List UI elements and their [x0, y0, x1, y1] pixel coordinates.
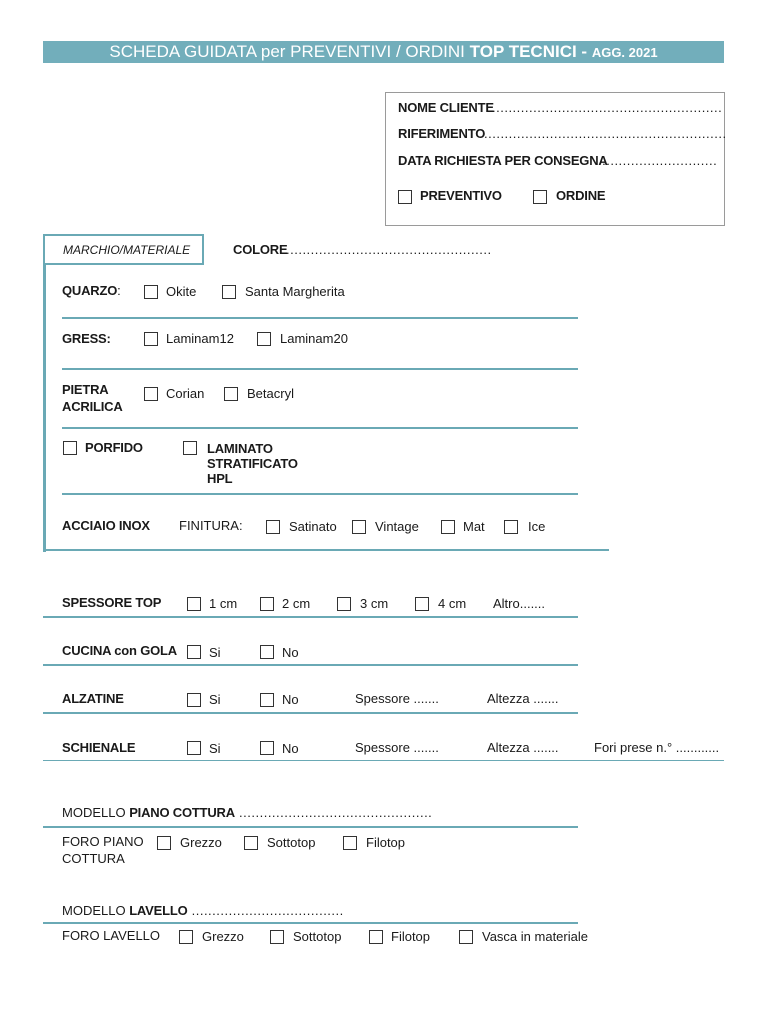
lavello-vasca-checkbox[interactable]: [459, 930, 473, 944]
foro-piano-label-line2: COTTURA: [62, 851, 125, 866]
foro-lavello-label: FORO LAVELLO: [62, 928, 161, 943]
piano-cottura-field[interactable]: ...............................................: [234, 805, 433, 820]
cucina-si-label: Si: [209, 645, 221, 660]
pietra-label-line2: ACRILICA: [62, 399, 123, 414]
vintage-label: Vintage: [375, 519, 419, 534]
piano-cottura-label: PIANO COTTURA: [129, 805, 235, 820]
lavello-label: LAVELLO: [129, 903, 188, 918]
schienale-no-label: No: [282, 741, 299, 756]
quarzo-label: QUARZO: [62, 283, 118, 298]
nome-cliente-field[interactable]: ........................................................: [492, 100, 723, 115]
acciaio-inox-label: ACCIAIO INOX: [62, 518, 150, 533]
spessore-1cm-label: 1 cm: [209, 596, 238, 611]
colore-label: COLORE: [233, 242, 288, 257]
data-richiesta-label: DATA RICHIESTA PER CONSEGNA: [398, 153, 608, 168]
cucina-gola-label: CUCINA con GOLA: [62, 643, 177, 658]
santa-margherita-checkbox[interactable]: [222, 285, 236, 299]
cucina-si-checkbox[interactable]: [187, 645, 201, 659]
schienale-si-checkbox[interactable]: [187, 741, 201, 755]
piano-sottotop-label: Sottotop: [267, 835, 316, 850]
ordine-label: ORDINE: [556, 188, 606, 203]
betacryl-checkbox[interactable]: [224, 387, 238, 401]
header-title-bold: TOP TECNICI -: [469, 42, 592, 61]
lavello-line: [62, 903, 344, 918]
schienale-altezza-field[interactable]: Altezza .......: [487, 740, 559, 755]
divider-cucina: [43, 664, 578, 666]
alzatine-si-checkbox[interactable]: [187, 693, 201, 707]
lavello-modello: MODELLO: [62, 903, 130, 918]
divider-porfido: [62, 493, 578, 495]
laminato-label-line3: HPL: [207, 471, 233, 486]
header-title-bar: [43, 41, 724, 63]
piano-cottura-modello: MODELLO: [62, 805, 130, 820]
laminam12-label: Laminam12: [166, 331, 234, 346]
santa-margherita-label: Santa Margherita: [245, 284, 345, 299]
alzatine-spessore-field[interactable]: Spessore .......: [355, 691, 439, 706]
piano-filotop-label: Filotop: [366, 835, 406, 850]
foro-piano-label-line1: FORO PIANO: [62, 834, 144, 849]
alzatine-no-label: No: [282, 692, 299, 707]
schienale-si-label: Si: [209, 741, 221, 756]
header-title-light: SCHEDA GUIDATA per PREVENTIVI / ORDINI: [109, 42, 470, 61]
corian-label: Corian: [166, 386, 205, 401]
piano-grezzo-checkbox[interactable]: [157, 836, 171, 850]
satinato-label: Satinato: [289, 519, 337, 534]
laminato-label-line2: STRATIFICATO: [207, 456, 298, 471]
spessore-3cm-label: 3 cm: [360, 596, 389, 611]
spessore-1cm-checkbox[interactable]: [187, 597, 201, 611]
satinato-checkbox[interactable]: [266, 520, 280, 534]
laminam12-checkbox[interactable]: [144, 332, 158, 346]
vintage-checkbox[interactable]: [352, 520, 366, 534]
lavello-grezzo-checkbox[interactable]: [179, 930, 193, 944]
schienale-fori-field[interactable]: Fori prese n.° ............: [594, 740, 720, 755]
ordine-checkbox[interactable]: [533, 190, 547, 204]
divider-piano-cottura: [43, 826, 578, 828]
schienale-label: SCHIENALE: [62, 740, 136, 755]
piano-sottotop-checkbox[interactable]: [244, 836, 258, 850]
mat-label: Mat: [463, 519, 485, 534]
divider-alzatine: [43, 712, 578, 714]
divider-lavello: [43, 922, 578, 924]
finitura-label: FINITURA:: [179, 518, 243, 533]
material-box-border: [43, 234, 46, 552]
lavello-filotop-label: Filotop: [391, 929, 431, 944]
lavello-grezzo-label: Grezzo: [202, 929, 244, 944]
spessore-2cm-label: 2 cm: [282, 596, 311, 611]
riferimento-field[interactable]: ...........................................................: [484, 126, 727, 141]
piano-cottura-line: [62, 805, 432, 820]
data-richiesta-field[interactable]: .............................: [598, 153, 718, 168]
pietra-label-line1: PIETRA: [62, 382, 109, 397]
divider-gress: [62, 368, 578, 370]
nome-cliente-label: NOME CLIENTE: [398, 100, 494, 115]
betacryl-label: Betacryl: [247, 386, 294, 401]
piano-grezzo-label: Grezzo: [180, 835, 222, 850]
laminato-checkbox[interactable]: [183, 441, 197, 455]
quarzo-colon: :: [117, 283, 121, 298]
cucina-no-label: No: [282, 645, 299, 660]
mat-checkbox[interactable]: [441, 520, 455, 534]
material-tab: [43, 234, 204, 265]
laminam20-checkbox[interactable]: [257, 332, 271, 346]
divider-schienale: [43, 760, 724, 761]
porfido-label: PORFIDO: [85, 440, 143, 455]
lavello-field[interactable]: .....................................: [187, 903, 344, 918]
material-box-bottom-border: [43, 549, 609, 551]
colore-field[interactable]: ..................................................: [286, 242, 492, 257]
alzatine-label: ALZATINE: [62, 691, 124, 706]
piano-filotop-checkbox[interactable]: [343, 836, 357, 850]
lavello-filotop-checkbox[interactable]: [369, 930, 383, 944]
laminato-label-line1: LAMINATO: [207, 441, 273, 456]
ice-label: Ice: [528, 519, 546, 534]
spessore-4cm-label: 4 cm: [438, 596, 467, 611]
schienale-no-checkbox[interactable]: [260, 741, 274, 755]
alzatine-no-checkbox[interactable]: [260, 693, 274, 707]
alzatine-altezza-field[interactable]: Altezza .......: [487, 691, 559, 706]
spessore-2cm-checkbox[interactable]: [260, 597, 274, 611]
gress-label: GRESS:: [62, 331, 111, 346]
alzatine-si-label: Si: [209, 692, 221, 707]
okite-label: Okite: [166, 284, 197, 299]
lavello-vasca-label: Vasca in materiale: [482, 929, 588, 944]
material-tab-label: MARCHIO/MATERIALE: [63, 243, 191, 257]
preventivo-label: PREVENTIVO: [420, 188, 502, 203]
lavello-sottotop-checkbox[interactable]: [270, 930, 284, 944]
spessore-3cm-checkbox[interactable]: [337, 597, 351, 611]
lavello-sottotop-label: Sottotop: [293, 929, 342, 944]
spessore-4cm-checkbox[interactable]: [415, 597, 429, 611]
divider-spessore: [43, 616, 578, 618]
cucina-no-checkbox[interactable]: [260, 645, 274, 659]
preventivo-checkbox[interactable]: [398, 190, 412, 204]
spessore-top-label: SPESSORE TOP: [62, 595, 162, 610]
quarzo-label-group: [62, 283, 121, 298]
schienale-spessore-field[interactable]: Spessore .......: [355, 740, 439, 755]
ice-checkbox[interactable]: [504, 520, 518, 534]
porfido-checkbox[interactable]: [63, 441, 77, 455]
corian-checkbox[interactable]: [144, 387, 158, 401]
laminam20-label: Laminam20: [280, 331, 348, 346]
divider-pietra: [62, 427, 578, 429]
riferimento-label: RIFERIMENTO: [398, 126, 486, 141]
okite-checkbox[interactable]: [144, 285, 158, 299]
divider-quarzo: [62, 317, 578, 319]
spessore-altro-field[interactable]: Altro.......: [493, 596, 546, 611]
header-title-small: AGG. 2021: [591, 45, 658, 60]
